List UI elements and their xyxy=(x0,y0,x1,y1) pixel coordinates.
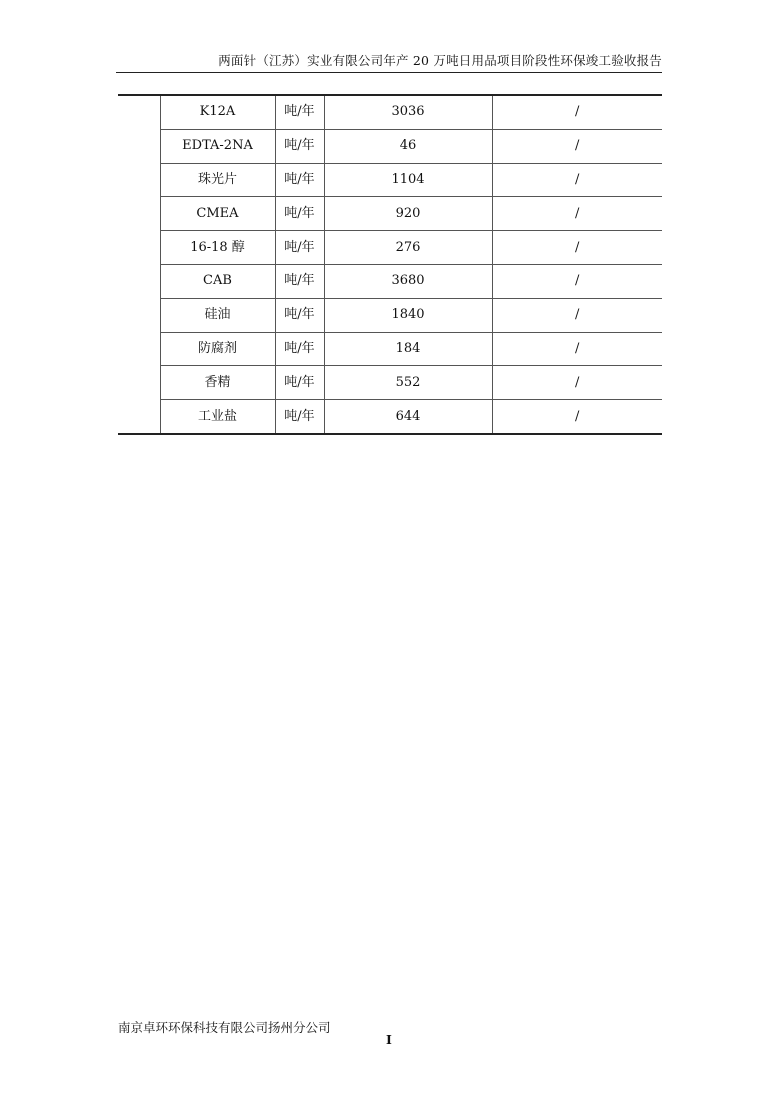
material-amount: 644 xyxy=(324,400,492,434)
material-name: CAB xyxy=(160,264,275,298)
material-note: / xyxy=(492,129,662,163)
group-cell xyxy=(118,95,160,434)
material-note: / xyxy=(492,264,662,298)
page-footer xyxy=(118,1020,331,1036)
table-row xyxy=(118,400,662,434)
material-note: / xyxy=(492,231,662,265)
table-row xyxy=(118,366,662,400)
material-note: / xyxy=(492,298,662,332)
material-note: / xyxy=(492,95,662,129)
material-note: / xyxy=(492,400,662,434)
material-amount: 184 xyxy=(324,332,492,366)
page-number: Ⅰ xyxy=(386,1032,392,1047)
material-amount: 1104 xyxy=(324,163,492,197)
table-row xyxy=(118,332,662,366)
material-note: / xyxy=(492,197,662,231)
table-row xyxy=(118,95,662,129)
material-name: EDTA-2NA xyxy=(160,129,275,163)
material-name: 16-18 醇 xyxy=(160,231,275,265)
footer-company: 南京卓环环保科技有限公司扬州分公司 xyxy=(118,1020,331,1035)
material-unit: 吨/年 xyxy=(275,231,324,265)
material-unit: 吨/年 xyxy=(275,298,324,332)
report-title: 两面针（江苏）实业有限公司年产 20 万吨日用品项目阶段性环保竣工验收报告 xyxy=(218,53,662,68)
material-unit: 吨/年 xyxy=(275,197,324,231)
material-note: / xyxy=(492,332,662,366)
page-header xyxy=(116,52,662,73)
materials-table xyxy=(118,94,662,435)
material-name: 硅油 xyxy=(160,298,275,332)
material-note: / xyxy=(492,366,662,400)
material-name: 工业盐 xyxy=(160,400,275,434)
table-row xyxy=(118,163,662,197)
material-unit: 吨/年 xyxy=(275,400,324,434)
material-unit: 吨/年 xyxy=(275,264,324,298)
material-amount: 3680 xyxy=(324,264,492,298)
material-amount: 3036 xyxy=(324,95,492,129)
material-unit: 吨/年 xyxy=(275,129,324,163)
material-unit: 吨/年 xyxy=(275,163,324,197)
material-name: 香精 xyxy=(160,366,275,400)
material-amount: 920 xyxy=(324,197,492,231)
material-name: CMEA xyxy=(160,197,275,231)
material-amount: 276 xyxy=(324,231,492,265)
table-row xyxy=(118,231,662,265)
material-amount: 1840 xyxy=(324,298,492,332)
table-row xyxy=(118,264,662,298)
table-row xyxy=(118,129,662,163)
material-name: 防腐剂 xyxy=(160,332,275,366)
table-row xyxy=(118,298,662,332)
material-unit: 吨/年 xyxy=(275,366,324,400)
materials-table-container xyxy=(118,94,662,435)
material-note: / xyxy=(492,163,662,197)
material-unit: 吨/年 xyxy=(275,332,324,366)
material-amount: 552 xyxy=(324,366,492,400)
material-amount: 46 xyxy=(324,129,492,163)
table-row xyxy=(118,197,662,231)
material-name: 珠光片 xyxy=(160,163,275,197)
material-name: K12A xyxy=(160,95,275,129)
material-unit: 吨/年 xyxy=(275,95,324,129)
